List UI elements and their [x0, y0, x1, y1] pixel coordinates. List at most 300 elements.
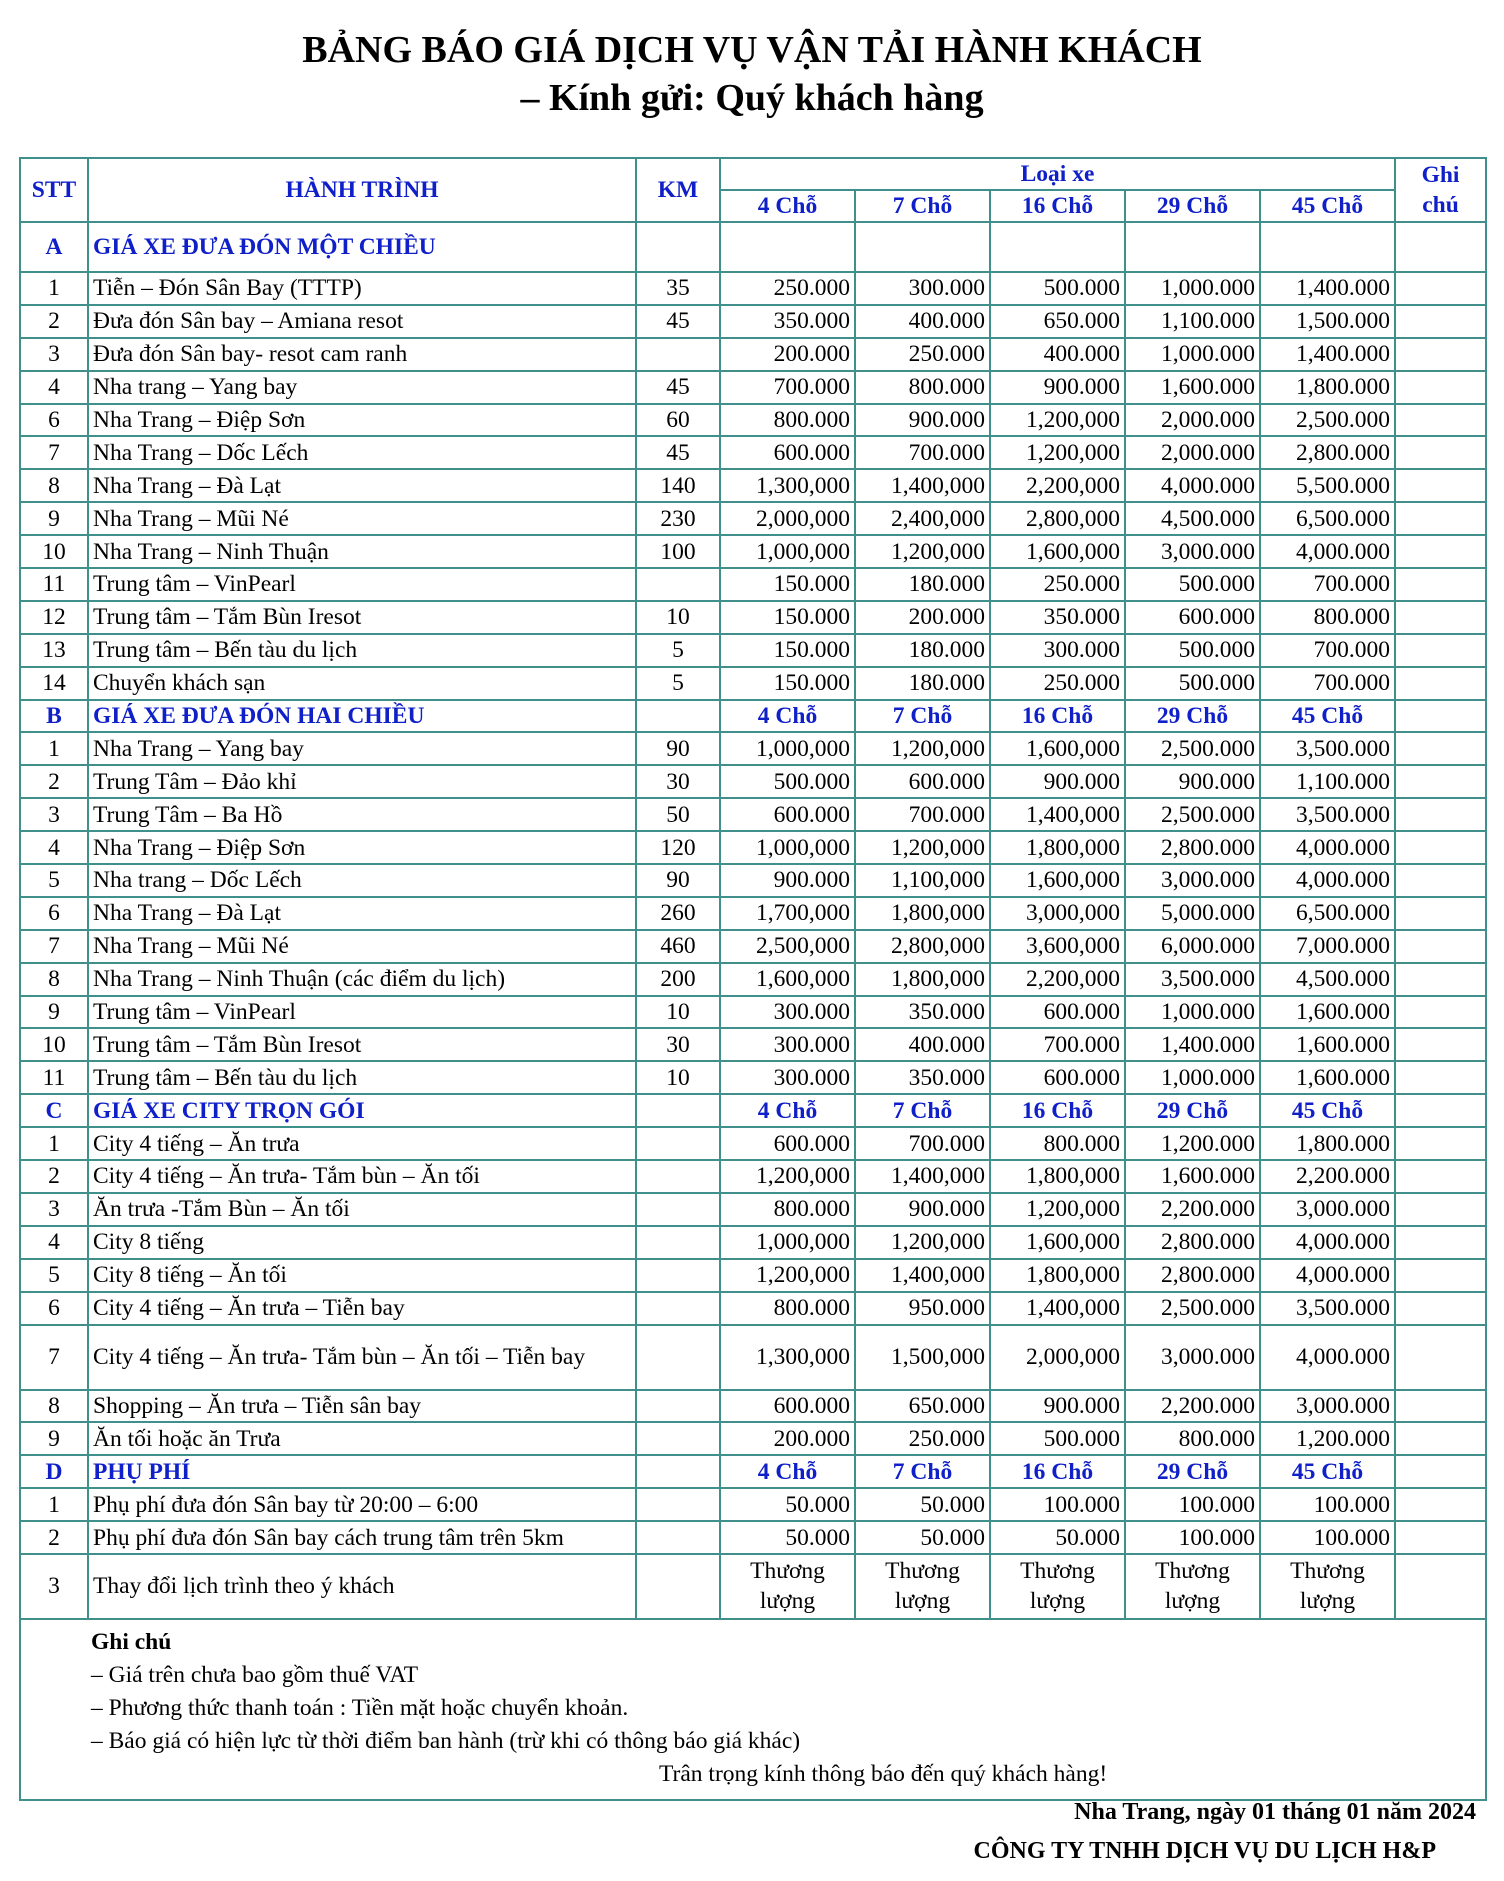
price-cell: 900.000	[1125, 765, 1260, 798]
price-cell: 100.000	[1125, 1488, 1260, 1521]
route-name: Nha Trang – Điệp Sơn	[88, 831, 636, 864]
note-cell	[1395, 1160, 1486, 1193]
price-cell: 6,500.000	[1260, 897, 1395, 930]
note-cell	[1395, 371, 1486, 404]
price-cell: 2,500.000	[1125, 798, 1260, 831]
price-cell: 1,600.000	[1260, 1061, 1395, 1094]
section-km-cell	[636, 1094, 720, 1127]
section-vehicle-label	[720, 222, 855, 272]
row-number: 5	[20, 864, 88, 897]
price-cell: 1,200,000	[990, 1193, 1125, 1226]
price-cell: 1,300,000	[720, 469, 855, 502]
section-vehicle-label: 45 Chỗ	[1260, 700, 1395, 733]
price-cell: 100.000	[1260, 1488, 1395, 1521]
row-number: 2	[20, 305, 88, 338]
price-cell: Thương lượng	[990, 1554, 1125, 1619]
price-cell: 1,600,000	[990, 732, 1125, 765]
table-row	[20, 568, 1486, 601]
route-name: Đưa đón Sân bay- resot cam ranh	[88, 338, 636, 371]
price-cell: 700.000	[1260, 667, 1395, 700]
route-name: Nha Trang – Đà Lạt	[88, 897, 636, 930]
note-cell	[1395, 1422, 1486, 1455]
table-row	[20, 1193, 1486, 1226]
row-number: 1	[20, 1127, 88, 1160]
table-row	[20, 502, 1486, 535]
footer-company: CÔNG TY TNHH DỊCH VỤ DU LỊCH H&P	[973, 1838, 1436, 1864]
note-cell	[1395, 831, 1486, 864]
row-number: 3	[20, 1554, 88, 1619]
notes-title: Ghi chú	[91, 1628, 172, 1655]
price-cell: 1,000.000	[1125, 272, 1260, 305]
section-vehicle-label: 29 Chỗ	[1125, 700, 1260, 733]
price-cell: 600.000	[990, 996, 1125, 1029]
section-title: GIÁ XE ĐƯA ĐÓN HAI CHIỀU	[88, 700, 636, 733]
price-cell: 500.000	[990, 272, 1125, 305]
price-cell: 350.000	[855, 996, 990, 1029]
price-cell: 700.000	[990, 1028, 1125, 1061]
km-value: 90	[636, 864, 720, 897]
km-value: 5	[636, 667, 720, 700]
price-cell: 1,400.000	[1125, 1028, 1260, 1061]
price-cell: 1,800,000	[990, 831, 1125, 864]
route-name: Nha Trang – Đà Lạt	[88, 469, 636, 502]
section-vehicle-label: 16 Chỗ	[990, 700, 1125, 733]
note-line: – Giá trên chưa bao gồm thuế VAT	[91, 1661, 419, 1688]
table-row	[20, 831, 1486, 864]
route-name: City 4 tiếng – Ăn trưa- Tắm bùn – Ăn tối – Tiễn bay	[88, 1325, 636, 1390]
price-cell: 700.000	[855, 1127, 990, 1160]
document-title: BẢNG BÁO GIÁ DỊCH VỤ VẬN TẢI HÀNH KHÁCH	[302, 29, 1202, 71]
price-cell: 250.000	[855, 1422, 990, 1455]
section-km-cell	[636, 1455, 720, 1488]
table-row	[20, 1554, 1486, 1619]
price-cell: 3,000.000	[1260, 1193, 1395, 1226]
note-cell	[1395, 864, 1486, 897]
km-value: 10	[636, 996, 720, 1029]
route-name: Nha trang – Yang bay	[88, 371, 636, 404]
price-cell: 2,800,000	[990, 502, 1125, 535]
table-row	[20, 1422, 1486, 1455]
note-cell	[1395, 996, 1486, 1029]
col-header-km: KM	[636, 158, 720, 222]
table-row	[20, 798, 1486, 831]
price-cell: 1,400.000	[1260, 338, 1395, 371]
km-value: 60	[636, 404, 720, 437]
section-note-cell	[1395, 1094, 1486, 1127]
price-cell: 300.000	[720, 996, 855, 1029]
price-cell: 800.000	[720, 1193, 855, 1226]
price-cell: 800.000	[720, 1292, 855, 1325]
price-cell: 300.000	[720, 1028, 855, 1061]
table-row	[20, 963, 1486, 996]
price-cell: 4,000.000	[1260, 864, 1395, 897]
section-note-cell	[1395, 700, 1486, 733]
price-cell: 100.000	[1125, 1521, 1260, 1554]
km-value	[636, 1554, 720, 1619]
price-cell: 800.000	[1260, 601, 1395, 634]
km-value: 10	[636, 1061, 720, 1094]
col-header-note-line1: Ghi	[1421, 162, 1460, 188]
route-name: Phụ phí đưa đón Sân bay cách trung tâm trên 5km	[88, 1521, 636, 1554]
price-cell: 250.000	[990, 667, 1125, 700]
price-cell: 900.000	[720, 864, 855, 897]
row-number: 7	[20, 436, 88, 469]
price-cell: 3,500.000	[1125, 963, 1260, 996]
price-cell: 500.000	[1125, 568, 1260, 601]
note-cell	[1395, 1226, 1486, 1259]
route-name: Nha Trang – Mũi Né	[88, 502, 636, 535]
row-number: 3	[20, 798, 88, 831]
price-cell: 1,400,000	[855, 1259, 990, 1292]
price-cell: 1,500.000	[1260, 305, 1395, 338]
row-number: 11	[20, 568, 88, 601]
note-line: – Phương thức thanh toán : Tiền mặt hoặc chuyển khoản.	[91, 1694, 629, 1721]
table-row	[20, 404, 1486, 437]
price-cell: 2,500.000	[1125, 732, 1260, 765]
table-row	[20, 1259, 1486, 1292]
note-cell	[1395, 535, 1486, 568]
price-cell: 2,200.000	[1260, 1160, 1395, 1193]
note-cell	[1395, 1292, 1486, 1325]
route-name: Trung tâm – Tắm Bùn Iresot	[88, 601, 636, 634]
section-header-row	[20, 1455, 1486, 1488]
route-name: Đưa đón Sân bay – Amiana resot	[88, 305, 636, 338]
price-cell: 2,800,000	[855, 930, 990, 963]
price-cell: 3,500.000	[1260, 732, 1395, 765]
price-cell: 600.000	[1125, 601, 1260, 634]
price-cell: 2,000.000	[1125, 436, 1260, 469]
price-cell: 1,000,000	[720, 831, 855, 864]
price-cell: 2,800.000	[1125, 1226, 1260, 1259]
section-vehicle-label: 7 Chỗ	[855, 700, 990, 733]
table-row	[20, 1325, 1486, 1390]
price-cell: 100.000	[1260, 1521, 1395, 1554]
price-cell: 1,600.000	[1260, 996, 1395, 1029]
row-number: 4	[20, 831, 88, 864]
section-vehicle-label: 29 Chỗ	[1125, 1094, 1260, 1127]
price-cell: 7,000.000	[1260, 930, 1395, 963]
route-name: Trung Tâm – Đảo khỉ	[88, 765, 636, 798]
route-name: City 4 tiếng – Ăn trưa- Tắm bùn – Ăn tối	[88, 1160, 636, 1193]
route-name: Nha Trang – Điệp Sơn	[88, 404, 636, 437]
price-cell: 1,000.000	[1125, 338, 1260, 371]
km-value: 260	[636, 897, 720, 930]
route-name: Thay đổi lịch trình theo ý khách	[88, 1554, 636, 1619]
note-cell	[1395, 634, 1486, 667]
table-row	[20, 765, 1486, 798]
km-value	[636, 1160, 720, 1193]
price-cell: Thương lượng	[720, 1554, 855, 1619]
price-cell: 4,000.000	[1260, 1325, 1395, 1390]
col-header-45-seat: 45 Chỗ	[1260, 190, 1395, 222]
row-number: 1	[20, 272, 88, 305]
price-cell: 1,100.000	[1260, 765, 1395, 798]
price-cell: 200.000	[720, 338, 855, 371]
price-cell: 800.000	[990, 1127, 1125, 1160]
price-cell: 250.000	[990, 568, 1125, 601]
km-value	[636, 1390, 720, 1423]
route-name: Shopping – Ăn trưa – Tiễn sân bay	[88, 1390, 636, 1423]
km-value: 90	[636, 732, 720, 765]
price-cell: 1,200.000	[1125, 1127, 1260, 1160]
price-cell: 250.000	[855, 338, 990, 371]
price-cell: 4,000.000	[1260, 1226, 1395, 1259]
row-number: 6	[20, 1292, 88, 1325]
section-code: A	[20, 222, 88, 272]
price-cell: 600.000	[855, 765, 990, 798]
price-cell: 700.000	[1260, 634, 1395, 667]
price-cell: 900.000	[855, 404, 990, 437]
km-value: 50	[636, 798, 720, 831]
price-cell: 3,000,000	[990, 897, 1125, 930]
section-vehicle-label: 7 Chỗ	[855, 1094, 990, 1127]
table-row	[20, 272, 1486, 305]
price-cell: 1,500,000	[855, 1325, 990, 1390]
section-vehicle-label: 16 Chỗ	[990, 1094, 1125, 1127]
route-name: Nha Trang – Ninh Thuận	[88, 535, 636, 568]
section-vehicle-label	[1125, 222, 1260, 272]
price-cell: 500.000	[1125, 667, 1260, 700]
route-name: City 4 tiếng – Ăn trưa	[88, 1127, 636, 1160]
row-number: 4	[20, 1226, 88, 1259]
note-cell	[1395, 798, 1486, 831]
row-number: 9	[20, 996, 88, 1029]
section-vehicle-label: 4 Chỗ	[720, 700, 855, 733]
km-value: 45	[636, 436, 720, 469]
price-cell: 350.000	[720, 305, 855, 338]
price-cell: 1,600.000	[1125, 371, 1260, 404]
closing-line: Trân trọng kính thông báo đến quý khách hàng!	[659, 1760, 1108, 1787]
route-name: Nha Trang – Dốc Lếch	[88, 436, 636, 469]
price-cell: 2,500,000	[720, 930, 855, 963]
col-header-stt: STT	[20, 158, 88, 222]
price-cell: 650.000	[990, 305, 1125, 338]
section-title: GIÁ XE ĐƯA ĐÓN MỘT CHIỀU	[88, 222, 636, 272]
price-cell: 800.000	[1125, 1422, 1260, 1455]
row-number: 14	[20, 667, 88, 700]
price-cell: 1,800.000	[1260, 371, 1395, 404]
price-cell: 900.000	[990, 371, 1125, 404]
price-cell: 2,800.000	[1125, 831, 1260, 864]
km-value: 460	[636, 930, 720, 963]
price-cell: 3,600,000	[990, 930, 1125, 963]
km-value: 30	[636, 765, 720, 798]
row-number: 8	[20, 963, 88, 996]
row-number: 2	[20, 765, 88, 798]
table-row	[20, 1488, 1486, 1521]
km-value: 35	[636, 272, 720, 305]
route-name: City 4 tiếng – Ăn trưa – Tiễn bay	[88, 1292, 636, 1325]
table-row	[20, 305, 1486, 338]
price-cell: 2,800.000	[1125, 1259, 1260, 1292]
price-cell: 1,600,000	[990, 864, 1125, 897]
price-cell: 400.000	[990, 338, 1125, 371]
price-cell: 600.000	[720, 1390, 855, 1423]
table-row	[20, 996, 1486, 1029]
note-cell	[1395, 930, 1486, 963]
note-cell	[1395, 1259, 1486, 1292]
price-cell: 4,000.000	[1260, 1259, 1395, 1292]
table-row	[20, 1127, 1486, 1160]
note-cell	[1395, 272, 1486, 305]
note-cell	[1395, 338, 1486, 371]
table-row	[20, 897, 1486, 930]
price-cell: Thương lượng	[1260, 1554, 1395, 1619]
km-value	[636, 1325, 720, 1390]
price-cell: 1,800.000	[1260, 1127, 1395, 1160]
km-value: 200	[636, 963, 720, 996]
table-row	[20, 535, 1486, 568]
row-number: 12	[20, 601, 88, 634]
row-number: 3	[20, 338, 88, 371]
price-cell: 1,200,000	[720, 1259, 855, 1292]
section-vehicle-label: 45 Chỗ	[1260, 1455, 1395, 1488]
row-number: 8	[20, 1390, 88, 1423]
route-name: Ăn tối hoặc ăn Trưa	[88, 1422, 636, 1455]
price-cell: 700.000	[720, 371, 855, 404]
route-name: Ăn trưa -Tắm Bùn – Ăn tối	[88, 1193, 636, 1226]
route-name: Trung tâm – VinPearl	[88, 996, 636, 1029]
price-cell: 150.000	[720, 601, 855, 634]
document-subtitle: – Kính gửi: Quý khách hàng	[520, 77, 984, 119]
col-header-route: HÀNH TRÌNH	[88, 158, 636, 222]
price-cell: 400.000	[855, 1028, 990, 1061]
route-name: Nha Trang – Ninh Thuận (các điểm du lịch)	[88, 963, 636, 996]
km-value	[636, 1292, 720, 1325]
price-cell: 100.000	[990, 1488, 1125, 1521]
km-value: 140	[636, 469, 720, 502]
notes-block	[20, 1619, 1486, 1800]
price-cell: Thương lượng	[855, 1554, 990, 1619]
price-cell: 650.000	[855, 1390, 990, 1423]
section-vehicle-label: 7 Chỗ	[855, 1455, 990, 1488]
price-cell: 50.000	[855, 1521, 990, 1554]
price-cell: 3,000.000	[1125, 864, 1260, 897]
price-cell: 4,000.000	[1260, 831, 1395, 864]
price-cell: 150.000	[720, 634, 855, 667]
table-row	[20, 338, 1486, 371]
price-cell: 50.000	[855, 1488, 990, 1521]
price-cell: 250.000	[720, 272, 855, 305]
price-cell: 1,000.000	[1125, 996, 1260, 1029]
price-cell: 2,200.000	[1125, 1193, 1260, 1226]
section-vehicle-label: 16 Chỗ	[990, 1455, 1125, 1488]
note-cell	[1395, 469, 1486, 502]
note-cell	[1395, 502, 1486, 535]
price-cell: 200.000	[855, 601, 990, 634]
col-header-7-seat: 7 Chỗ	[855, 190, 990, 222]
note-cell	[1395, 1390, 1486, 1423]
route-name: Trung tâm – VinPearl	[88, 568, 636, 601]
note-cell	[1395, 667, 1486, 700]
note-cell	[1395, 897, 1486, 930]
price-cell: 1,200,000	[990, 404, 1125, 437]
note-cell	[1395, 1488, 1486, 1521]
row-number: 6	[20, 897, 88, 930]
table-row	[20, 1160, 1486, 1193]
note-cell	[1395, 1521, 1486, 1554]
price-cell: 1,400.000	[1260, 272, 1395, 305]
route-name: Tiễn – Đón Sân Bay (TTTP)	[88, 272, 636, 305]
price-cell: 300.000	[720, 1061, 855, 1094]
route-name: Trung tâm – Tắm Bùn Iresot	[88, 1028, 636, 1061]
price-cell: 300.000	[855, 272, 990, 305]
table-row	[20, 601, 1486, 634]
price-cell: 6,500.000	[1260, 502, 1395, 535]
price-cell: 900.000	[990, 765, 1125, 798]
row-number: 2	[20, 1160, 88, 1193]
row-number: 7	[20, 930, 88, 963]
price-cell: 3,000.000	[1125, 535, 1260, 568]
price-cell: 3,500.000	[1260, 798, 1395, 831]
price-cell: 5,000.000	[1125, 897, 1260, 930]
note-cell	[1395, 1061, 1486, 1094]
row-number: 4	[20, 371, 88, 404]
price-cell: 2,000.000	[1125, 404, 1260, 437]
price-cell: 1,400,000	[990, 798, 1125, 831]
price-cell: 3,500.000	[1260, 1292, 1395, 1325]
price-cell: 2,800.000	[1260, 436, 1395, 469]
km-value: 100	[636, 535, 720, 568]
km-value: 230	[636, 502, 720, 535]
km-value	[636, 1521, 720, 1554]
price-cell: 150.000	[720, 568, 855, 601]
table-row	[20, 1061, 1486, 1094]
row-number: 1	[20, 732, 88, 765]
price-cell: 500.000	[990, 1422, 1125, 1455]
km-value: 10	[636, 601, 720, 634]
route-name: Chuyển khách sạn	[88, 667, 636, 700]
price-cell: 700.000	[855, 436, 990, 469]
price-cell: 1,000,000	[720, 732, 855, 765]
row-number: 3	[20, 1193, 88, 1226]
route-name: Nha trang – Dốc Lếch	[88, 864, 636, 897]
price-cell: 2,500.000	[1125, 1292, 1260, 1325]
note-cell	[1395, 963, 1486, 996]
section-vehicle-label	[1260, 222, 1395, 272]
price-cell: 600.000	[720, 436, 855, 469]
row-number: 6	[20, 404, 88, 437]
table-row	[20, 1292, 1486, 1325]
section-vehicle-label	[990, 222, 1125, 272]
price-cell: 2,500.000	[1260, 404, 1395, 437]
note-cell	[1395, 1554, 1486, 1619]
km-value: 45	[636, 371, 720, 404]
price-cell: 180.000	[855, 568, 990, 601]
col-header-4-seat: 4 Chỗ	[720, 190, 855, 222]
col-header-note	[1395, 158, 1486, 222]
section-km-cell	[636, 222, 720, 272]
table-row	[20, 1521, 1486, 1554]
price-cell: 2,200,000	[990, 963, 1125, 996]
route-name: Nha Trang – Yang bay	[88, 732, 636, 765]
row-number: 10	[20, 535, 88, 568]
col-header-note-line2: chú	[1422, 192, 1459, 218]
price-cell: 150.000	[720, 667, 855, 700]
price-cell: 1,600,000	[720, 963, 855, 996]
price-cell: 600.000	[720, 1127, 855, 1160]
section-vehicle-label: 29 Chỗ	[1125, 1455, 1260, 1488]
note-cell	[1395, 404, 1486, 437]
km-value	[636, 568, 720, 601]
note-line: – Báo giá có hiện lực từ thời điểm ban hành (trừ khi có thông báo giá khác)	[91, 1727, 801, 1754]
section-vehicle-label: 45 Chỗ	[1260, 1094, 1395, 1127]
table-row	[20, 732, 1486, 765]
section-header-row	[20, 700, 1486, 733]
price-cell: 1,300,000	[720, 1325, 855, 1390]
price-cell: 2,200.000	[1125, 1390, 1260, 1423]
table-row	[20, 1226, 1486, 1259]
